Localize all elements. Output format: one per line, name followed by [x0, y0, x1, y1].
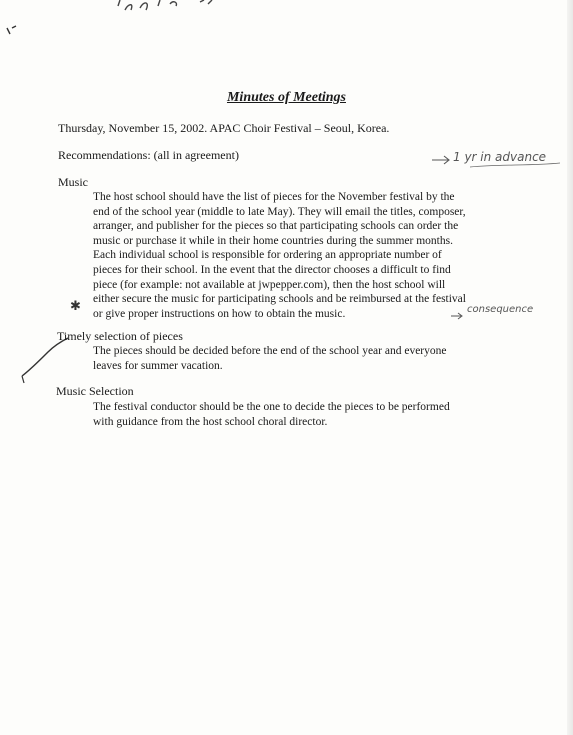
recommendations-line: Recommendations: (all in agreement)	[58, 148, 239, 162]
section-heading-music-selection: Music Selection	[56, 384, 134, 398]
handwritten-side-note: consequence	[467, 304, 534, 315]
body-line: leaves for summer vacation.	[93, 359, 223, 372]
body-line: music or purchase it while in their home countries during the summer months.	[93, 234, 453, 247]
body-line: The festival conductor should be the one to decide the pieces to be performed	[93, 401, 450, 413]
body-line: or give proper instructions on how to obtain the music.	[93, 307, 346, 320]
handwritten-advance-note: 1 yr in advance	[453, 150, 547, 164]
section-heading-music: Music	[58, 175, 88, 189]
body-line: pieces for their school. In the event that the director chooses a difficult to find	[93, 263, 451, 276]
body-line: piece (for example: not available at jwpepper.com), then the host school will	[93, 278, 446, 291]
body-line: end of the school year (middle to late May). They will email the titles, composer,	[93, 205, 466, 218]
section-heading-timely-selection: Timely selection of pieces	[57, 329, 183, 343]
body-line: either secure the music for participating schools and be reimbursed at the festival	[93, 293, 466, 306]
body-line: The pieces should be decided before the end of the school year and everyone	[93, 345, 447, 357]
asterisk-icon: ✱	[70, 299, 81, 314]
document-title: Minutes of Meetings	[226, 90, 346, 105]
body-line: arranger, and publisher for the pieces so that participating schools can order the	[93, 220, 459, 233]
section-body-music-selection	[93, 400, 450, 429]
date-line: Thursday, November 15, 2002. APAC Choir Festival – Seoul, Korea.	[58, 121, 390, 135]
scan-edge	[567, 0, 573, 735]
body-line: Each individual school is responsible for ordering an appropriate number of	[93, 249, 442, 262]
body-line: with guidance from the host school choral director.	[93, 415, 328, 428]
section-body-timely-selection	[93, 344, 446, 373]
section-body-music	[93, 190, 466, 321]
body-line: The host school should have the list of pieces for the November festival by the	[93, 191, 455, 203]
